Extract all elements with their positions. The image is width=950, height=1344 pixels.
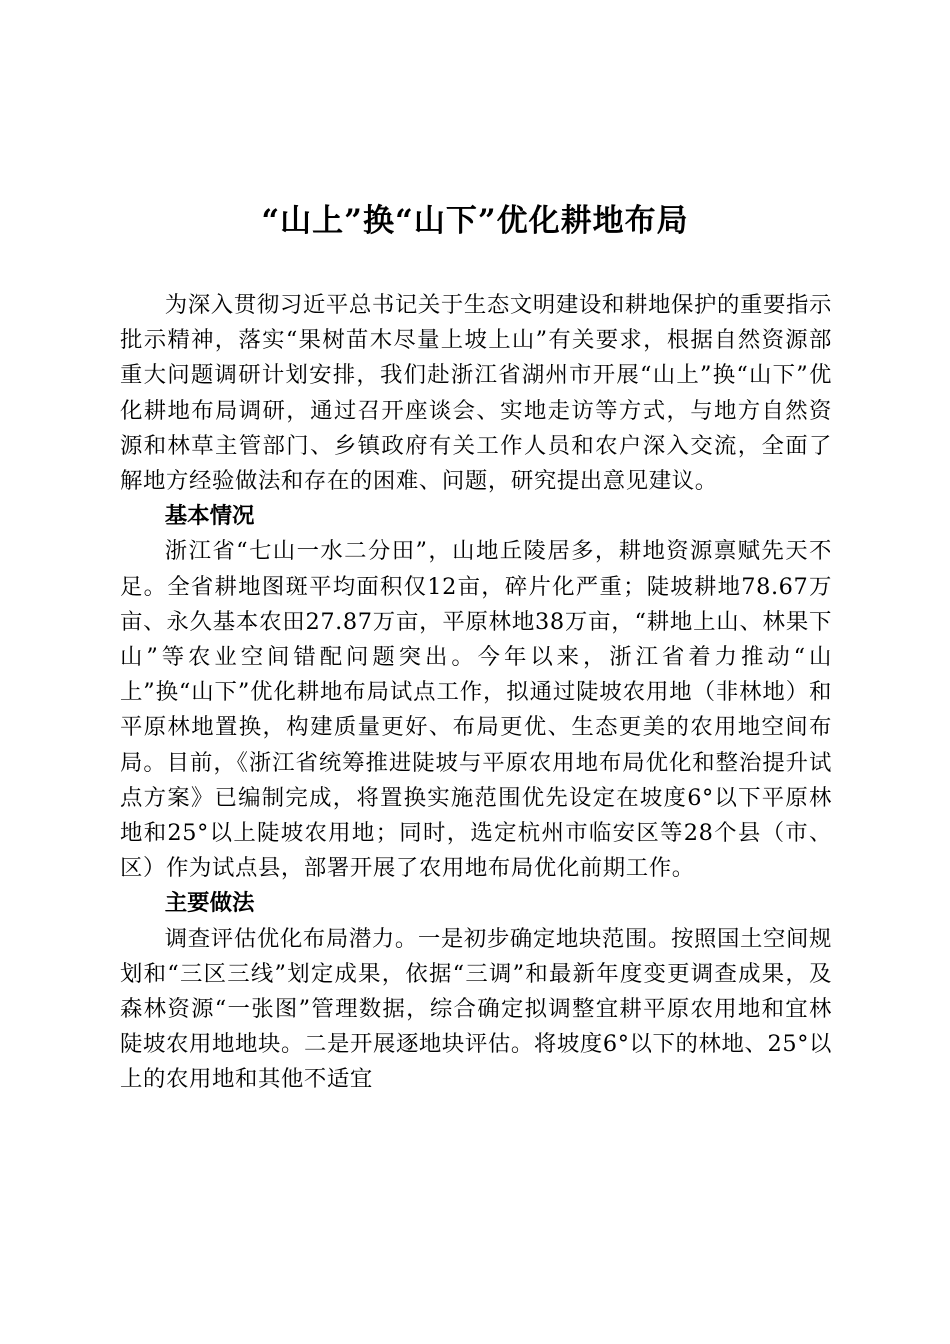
paragraph-basic-situation: 浙江省“七山一水二分田”，山地丘陵居多，耕地资源禀赋先天不足。全省耕地图斑平均面积仅12亩，碎片化严重；陡坡耕地78.67万亩、永久基本农田27.87万亩，平原林地38万亩，“耕地上山、林果下山”等农业空间错配问题突出。今年以来，浙江省着力推动“山上”换“山下”优化耕地布局试点工作，拟通过陡坡农用地（非林地）和平原林地置换，构建质量更好、布局更优、生态更美的农用地空间布局。目前，《浙江省统筹推进陡坡与平原农用地布局优化和整治提升试点方案》已编制完成，将置换实施范围优先设定在坡度6°以下平原林地和25°以上陡坡农用地；同时，选定杭州市临安区等28个县（市、区）作为试点县，部署开展了农用地布局优化前期工作。 bbox=[120, 538, 832, 882]
paragraph-main-practices: 调查评估优化布局潜力。一是初步确定地块范围。按照国土空间规划和“三区三线”划定成果，依据“三调”和最新年度变更调查成果，及森林资源“一张图”管理数据，综合确定拟调整宜耕平原农用地和宜林陡坡农用地地块。二是开展逐地块评估。将坡度6°以下的林地、25°以上的农用地和其他不适宜 bbox=[120, 925, 832, 1093]
paragraph-intro: 为深入贯彻习近平总书记关于生态文明建设和耕地保护的重要指示批示精神，落实“果树苗木尽量上坡上山”有关要求，根据自然资源部重大问题调研计划安排，我们赴浙江省湖州市开展“山上”换“山下”优化耕地布局调研，通过召开座谈会、实地走访等方式，与地方自然资源和林草主管部门、乡镇政府有关工作人员和农户深入交流，全面了解地方经验做法和存在的困难、问题，研究提出意见建议。 bbox=[120, 292, 832, 495]
document-body bbox=[120, 288, 832, 1098]
section-heading-main-practices: 主要做法 bbox=[164, 890, 255, 917]
document-title: “山上”换“山下”优化耕地布局 bbox=[261, 203, 689, 239]
section-heading-basic-situation: 基本情况 bbox=[164, 503, 255, 530]
